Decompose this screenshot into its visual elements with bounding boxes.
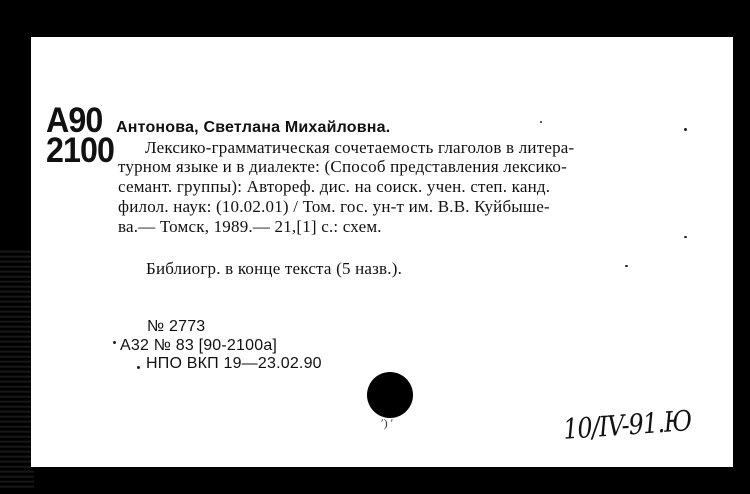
npo-line: НПО ВКП 19—23.02.90 <box>146 355 322 372</box>
bibliography-note: Библиогр. в конце текста (5 назв.). <box>146 259 403 278</box>
author-heading: Антонова, Светлана Михайловна. <box>116 119 391 136</box>
ink-speck <box>625 265 628 267</box>
shelf-mark <box>46 101 114 170</box>
shelf-mark-line1: A90 <box>46 101 103 140</box>
scan-edge-noise <box>0 250 34 490</box>
ink-speck <box>137 366 140 369</box>
description-line-4: филол. наук: (10.02.01) / Том. гос. ун-т им. В.В. Куйбыше- <box>118 197 550 216</box>
handwritten-note: 10/IV-91.Ю <box>562 404 693 446</box>
description-line-1: Лексико-грамматическая сочетаемость глаголов в литера- <box>145 138 575 157</box>
description-line-3: семант. группы): Автореф. дис. на соиск. учен. степ. канд. <box>118 177 551 196</box>
accession-number: № 2773 <box>147 318 206 335</box>
hole-mark: ʹ) ʹ <box>381 416 394 430</box>
catalog-code: А32 № 83 [90-2100а] <box>120 337 278 354</box>
ink-speck <box>113 341 116 344</box>
description-line-2: турном языке и в диалекте: (Способ представления лексико- <box>118 157 567 176</box>
ink-speck <box>540 121 542 123</box>
punch-hole <box>367 372 413 418</box>
ink-speck <box>684 128 687 131</box>
shelf-mark-line2: 2100 <box>46 131 114 170</box>
ink-speck <box>684 236 687 238</box>
description-line-5: ва.— Томск, 1989.— 21,[1] с.: схем. <box>118 217 382 236</box>
